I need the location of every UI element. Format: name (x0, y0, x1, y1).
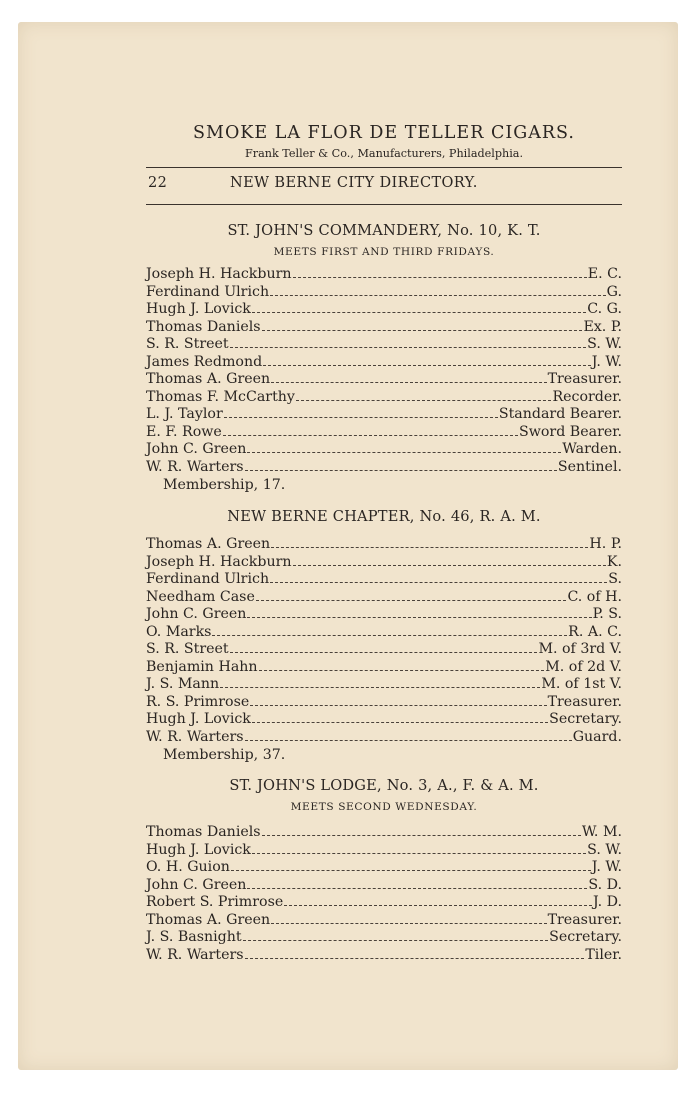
dot-leader (250, 705, 546, 706)
dot-leader (293, 565, 606, 566)
dot-leader (293, 277, 587, 278)
section-chapter (146, 507, 622, 764)
officer-row (146, 284, 622, 302)
section-meeting-note: MEETS SECOND WEDNESDAY. (290, 801, 478, 813)
dot-leader (230, 347, 587, 348)
officer-name: Benjamin Hahn (146, 658, 258, 675)
officer-row (146, 266, 622, 284)
officer-row (146, 354, 622, 372)
section-lodge (146, 776, 622, 964)
officer-title: W. M. (581, 824, 622, 840)
dot-leader (271, 923, 546, 924)
officer-row (146, 336, 622, 354)
officer-list (146, 824, 622, 964)
dot-leader (247, 617, 591, 618)
dot-leader (252, 312, 586, 313)
running-header (146, 168, 622, 199)
officer-title: E. C. (587, 266, 622, 282)
dot-leader (263, 365, 591, 366)
section-title: ST. JOHN'S LODGE, No. 3, A., F. & A. M. (229, 777, 539, 794)
officer-row (146, 641, 622, 659)
officer-name: Thomas A. Green (146, 911, 271, 928)
officer-name: Ferdinand Ulrich (146, 283, 270, 300)
officer-title: S. (608, 571, 622, 587)
officer-name: O. H. Guion (146, 859, 230, 875)
header-rule-bottom (146, 204, 622, 205)
officer-title: K. (606, 553, 622, 570)
dot-leader (262, 330, 583, 331)
officer-row (146, 406, 622, 424)
officer-row (146, 676, 622, 694)
officer-title: Standard Bearer. (498, 406, 622, 422)
officer-name: O. Marks (146, 623, 212, 640)
officer-row (146, 571, 622, 589)
dot-leader (270, 295, 606, 296)
officer-list (146, 266, 622, 476)
dot-leader (231, 870, 591, 871)
dot-leader (259, 670, 545, 671)
officer-name: Joseph H. Hackburn (146, 266, 292, 282)
officer-name: Thomas A. Green (146, 536, 271, 552)
officer-row (146, 389, 622, 407)
dot-leader (245, 740, 572, 741)
officer-title: Treasurer. (547, 693, 622, 710)
officer-title: Treasurer. (547, 911, 622, 928)
officer-title: S. W. (587, 336, 622, 352)
officer-row (146, 301, 622, 319)
officer-name: John C. Green (146, 606, 247, 622)
officer-name: J. S. Mann (146, 676, 220, 692)
officer-row (146, 441, 622, 459)
officer-title: S. D. (588, 876, 622, 893)
officer-title: M. of 2d V. (545, 658, 622, 675)
officer-name: W. R. Warters (146, 946, 244, 963)
dot-leader (270, 582, 607, 583)
membership-count: Membership, 17. (163, 477, 286, 493)
officer-row (146, 624, 622, 642)
dot-leader (247, 452, 561, 453)
dot-leader (284, 905, 592, 906)
officer-name: Thomas A. Green (146, 371, 271, 387)
officer-row (146, 554, 622, 572)
officer-row (146, 459, 622, 477)
officer-row (146, 842, 622, 860)
officer-name: John C. Green (146, 876, 247, 893)
dot-leader (252, 853, 586, 854)
officer-name: Hugh J. Lovick (146, 711, 251, 727)
dot-leader (271, 547, 588, 548)
officer-title: P. S. (592, 606, 622, 622)
officer-row (146, 536, 622, 554)
officer-name: Thomas Daniels (146, 824, 261, 840)
officer-title: S. W. (587, 841, 622, 858)
officer-name: S. R. Street (146, 336, 229, 352)
officer-row (146, 424, 622, 442)
dot-leader (252, 722, 548, 723)
directory-title: NEW BERNE CITY DIRECTORY. (230, 175, 478, 191)
officer-title: Sentinel. (557, 458, 622, 475)
officer-name: John C. Green (146, 441, 247, 457)
officer-name: Hugh J. Lovick (146, 301, 251, 317)
dot-leader (245, 958, 585, 959)
officer-title: Secretary. (549, 929, 622, 945)
officer-name: W. R. Warters (146, 728, 244, 745)
officer-title: J. D. (593, 894, 622, 910)
page-number: 22 (148, 175, 168, 191)
officer-row (146, 711, 622, 729)
officer-row (146, 824, 622, 842)
officer-title: M. of 1st V. (541, 676, 622, 692)
officer-name: Thomas Daniels (146, 318, 261, 335)
officer-name: Robert S. Primrose (146, 894, 284, 910)
officer-title: H. P. (589, 536, 622, 552)
officer-title: Warden. (562, 441, 622, 457)
officer-name: R. S. Primrose (146, 693, 250, 710)
officer-title: J. W. (591, 859, 622, 875)
officer-title: Ex. P. (583, 318, 622, 335)
dot-leader (296, 400, 552, 401)
officer-title: J. W. (591, 353, 622, 370)
officer-name: S. R. Street (146, 641, 229, 657)
officer-title: Tiler. (585, 946, 622, 963)
officer-row (146, 877, 622, 895)
dot-leader (256, 600, 567, 601)
section-title: ST. JOHN'S COMMANDERY, No. 10, K. T. (227, 222, 541, 239)
officer-name: Joseph H. Hackburn (146, 553, 292, 570)
officer-row (146, 894, 622, 912)
officer-row (146, 371, 622, 389)
officer-title: Treasurer. (547, 371, 622, 387)
officer-name: J. S. Basnight (146, 929, 242, 945)
officer-row (146, 729, 622, 747)
officer-row (146, 859, 622, 877)
officer-row (146, 912, 622, 930)
dot-leader (212, 635, 567, 636)
officer-row (146, 606, 622, 624)
officer-row (146, 694, 622, 712)
officer-name: W. R. Warters (146, 458, 244, 475)
dot-leader (224, 417, 498, 418)
dot-leader (245, 470, 557, 471)
officer-title: Guard. (572, 728, 622, 745)
section-title: NEW BERNE CHAPTER, No. 46, R. A. M. (227, 508, 541, 525)
officer-list (146, 536, 622, 746)
officer-name: Thomas F. McCarthy (146, 388, 295, 405)
officer-title: C. of H. (567, 588, 622, 605)
officer-title: C. G. (587, 301, 622, 317)
page-content (146, 118, 622, 964)
officer-row (146, 589, 622, 607)
dot-leader (243, 940, 549, 941)
officer-name: L. J. Taylor (146, 406, 223, 422)
officer-title: G. (606, 283, 622, 300)
officer-row (146, 929, 622, 947)
officer-row (146, 659, 622, 677)
officer-title: R. A. C. (568, 623, 622, 640)
officer-name: Needham Case (146, 588, 255, 605)
dot-leader (223, 435, 518, 436)
section-meeting-note: MEETS FIRST AND THIRD FRIDAYS. (273, 246, 495, 258)
officer-name: James Redmond (146, 353, 263, 370)
officer-title: Secretary. (549, 711, 622, 727)
section-commandery (146, 221, 622, 494)
officer-row (146, 319, 622, 337)
officer-name: Ferdinand Ulrich (146, 571, 270, 587)
officer-title: Sword Bearer. (519, 423, 622, 440)
officer-row (146, 947, 622, 965)
officer-title: M. of 3rd V. (538, 641, 622, 657)
membership-count: Membership, 37. (163, 747, 286, 763)
officer-name: Hugh J. Lovick (146, 841, 251, 858)
dot-leader (230, 652, 538, 653)
page-sheet (18, 22, 678, 1070)
officer-name: E. F. Rowe (146, 423, 222, 440)
dot-leader (247, 888, 587, 889)
ad-subtitle: Frank Teller & Co., Manufacturers, Philadelphia. (244, 147, 524, 160)
officer-title: Recorder. (552, 388, 622, 405)
dot-leader (220, 687, 540, 688)
ad-title: SMOKE LA FLOR DE TELLER CIGARS. (193, 123, 575, 143)
dot-leader (262, 835, 581, 836)
dot-leader (271, 382, 546, 383)
